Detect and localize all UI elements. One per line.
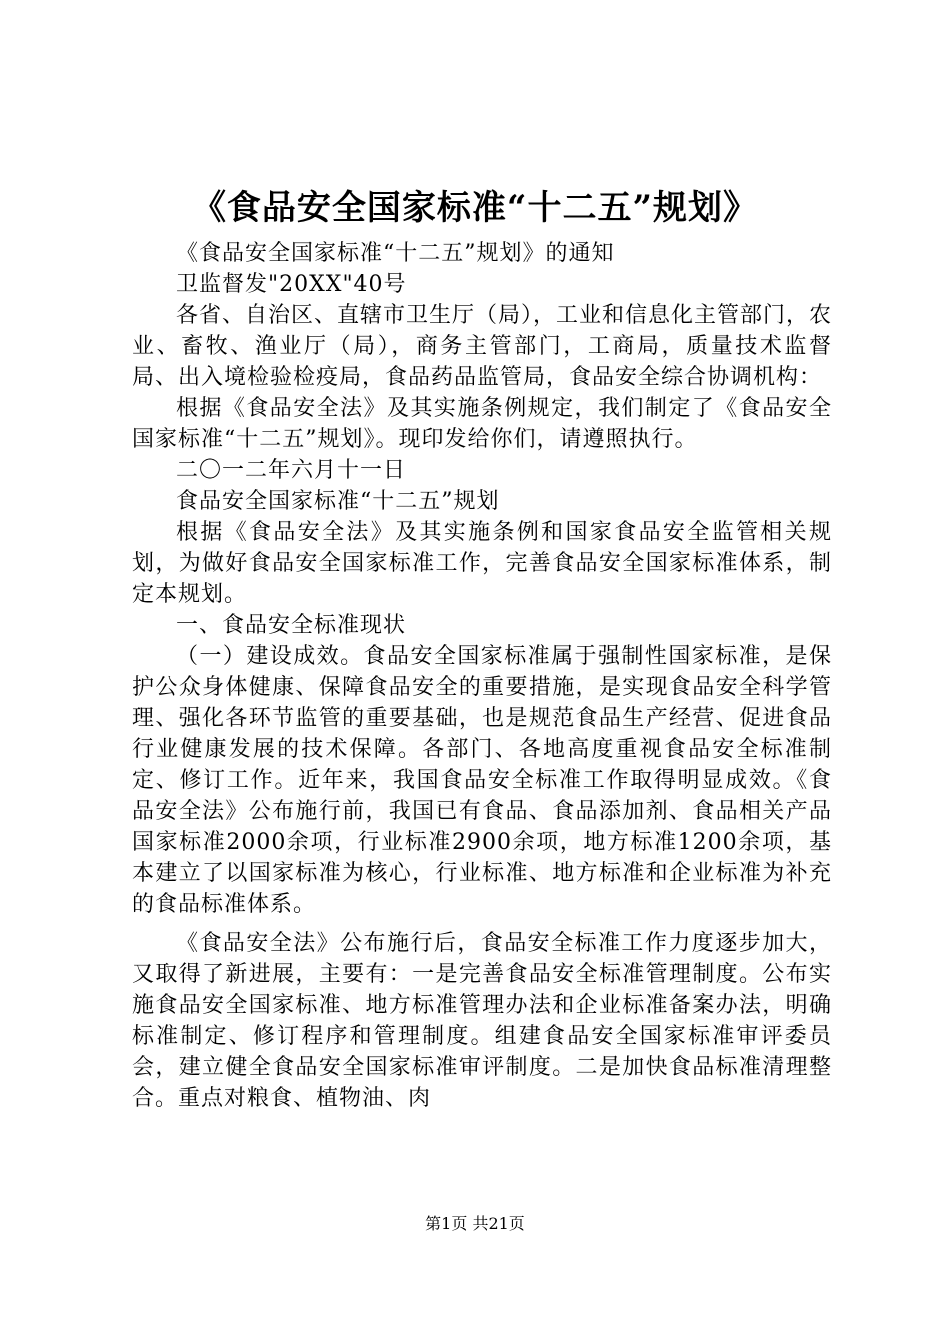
document-number: 卫监督发"20XX"40号 xyxy=(176,272,407,297)
notice-date: 二〇一二年六月十一日 xyxy=(176,458,407,483)
document-body xyxy=(132,238,832,1114)
progress-paragraph: 《食品安全法》公布施行后，食品安全标准工作力度逐步加大，又取得了新进展，主要有：一是完善食品安全标准管理制度。公布实施食品安全国家标准、地方标准管理办法和企业标准备案办法，明确标准制定、修订程序和管理制度。组建食品安全国家标准审评委员会，建立健全食品安全国家标准审评制度。二是加快食品标准清理整合。重点对粮食、植物油、肉 xyxy=(132,931,832,1111)
notice-body-paragraph: 根据《食品安全法》及其实施条例规定，我们制定了《食品安全国家标准“十二五”规划》。现印发给你们，请遵照执行。 xyxy=(132,396,832,452)
plan-intro-paragraph: 根据《食品安全法》及其实施条例和国家食品安全监管相关规划，为做好食品安全国家标准工作，完善食品安全国家标准体系，制定本规划。 xyxy=(132,520,832,607)
plan-heading: 食品安全国家标准“十二五”规划 xyxy=(176,489,500,514)
notice-heading: 《食品安全国家标准“十二五”规划》的通知 xyxy=(176,241,615,266)
page-number-footer: 第1页 共21页 xyxy=(425,1214,525,1233)
addressees-paragraph: 各省、自治区、直辖市卫生厅（局），工业和信息化主管部门，农业、畜牧、渔业厅（局），商务主管部门，工商局，质量技术监督局、出入境检验检疫局，食品药品监管局，食品安全综合协调机构： xyxy=(132,303,833,390)
achievements-paragraph: （一）建设成效。食品安全国家标准属于强制性国家标准，是保护公众身体健康、保障食品安全的重要措施，是实现食品安全科学管理、强化各环节监管的重要基础，也是规范食品生产经营、促进食品行业健康发展的技术保障。各部门、各地高度重视食品安全标准制定、修订工作。近年来，我国食品安全标准工作取得明显成效。《食品安全法》公布施行前，我国已有食品、食品添加剂、食品相关产品国家标准2000余项，行业标准2900余项，地方标准1200余项，基本建立了以国家标准为核心，行业标准、地方标准和企业标准为补充的食品标准体系。 xyxy=(132,644,832,917)
document-title: 《食品安全国家标准“十二五”规划》 xyxy=(191,188,759,228)
section-heading: 一、食品安全标准现状 xyxy=(176,613,407,638)
